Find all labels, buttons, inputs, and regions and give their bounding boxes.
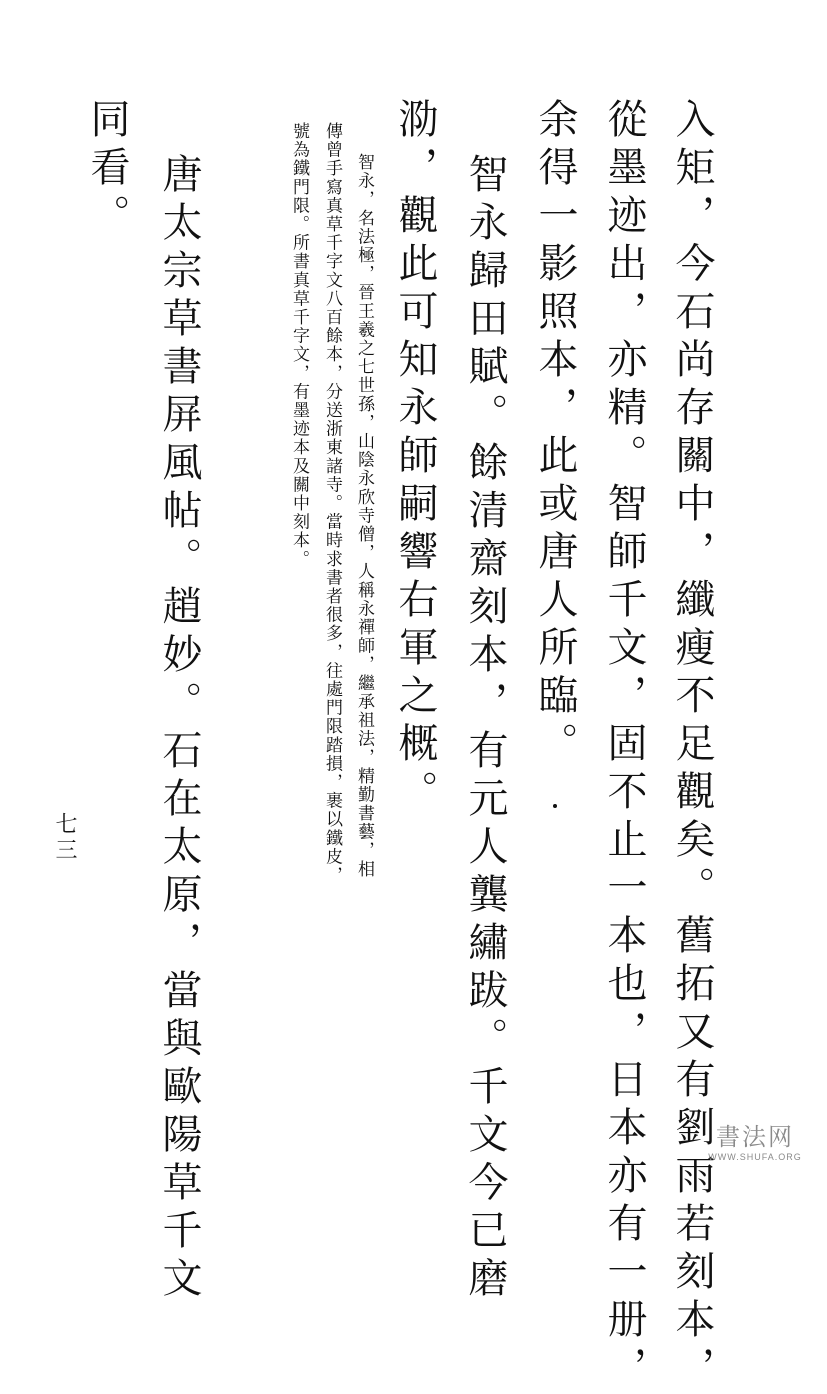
- text-column-1: 入矩，今石尚存關中，纖瘦不足觀矣。舊拓又有劉雨若刻本，: [669, 98, 715, 1394]
- text-column-7: 同看。: [84, 98, 130, 242]
- text-column-6: 唐太宗草書屏風帖。趙妙。石在太原，當與歐陽草千文: [156, 153, 202, 1305]
- text-column-5: 泐，觀此可知永師嗣響右軍之概。: [392, 98, 438, 818]
- stray-mark: [553, 804, 557, 808]
- note-column-3: 號為鐵門限。所書真草千字文，有墨迹本及關中刻本。: [289, 122, 309, 569]
- note-column-1: 智永，名法極，晉王羲之七世孫，山陰永欣寺僧，人稱永禪師，繼承祖法，精勤書藝，相: [354, 153, 374, 879]
- page-number: 七三: [52, 812, 77, 864]
- text-column-4: 智永歸田賦。餘清齋刻本，有元人龔繡跋。千文今已磨: [462, 153, 508, 1305]
- watermark: [705, 1117, 805, 1162]
- watermark-logo: 書法网: [716, 1123, 794, 1151]
- text-column-3: 余得一影照本，此或唐人所臨。: [532, 98, 578, 770]
- note-column-2: 傳曾手寫真草千字文八百餘本，分送浙東諸寺。當時求書者很多，往處門限踏損，裹以鐵皮，: [322, 122, 342, 885]
- watermark-url: WWW.SHUFA.ORG: [708, 1152, 802, 1162]
- text-column-2: 從墨迹出，亦精。智師千文，固不止一本也，日本亦有一册，: [601, 98, 647, 1394]
